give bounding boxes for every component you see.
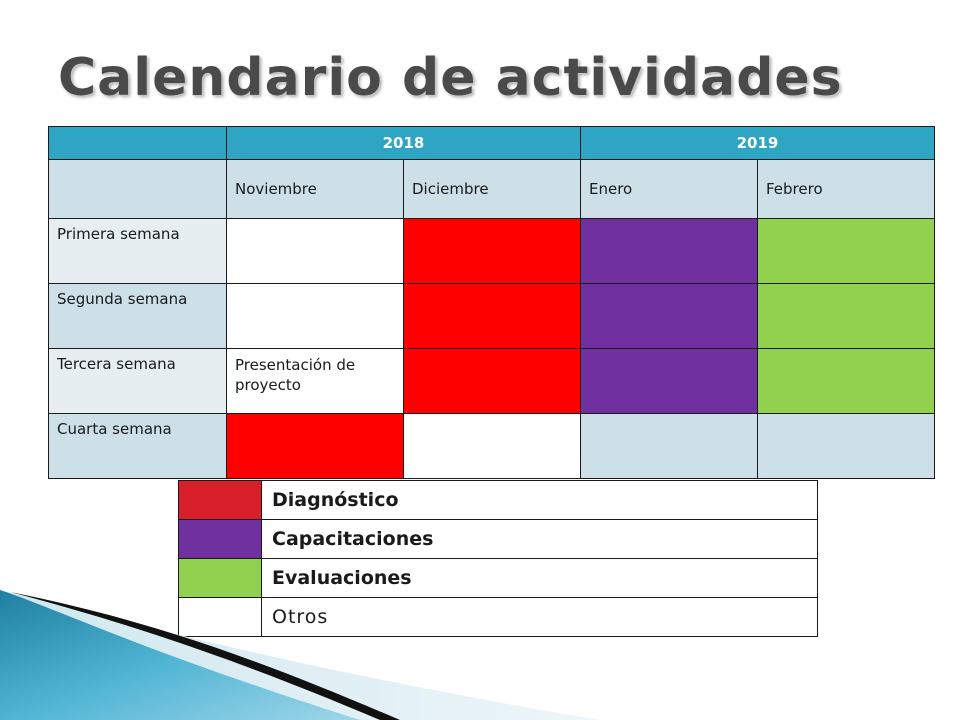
- month-header-row: [49, 160, 935, 219]
- schedule-cell: [404, 284, 581, 349]
- week-label: Cuarta semana: [49, 414, 227, 479]
- year-2018-header: 2018: [227, 127, 581, 160]
- month-corner-cell: [49, 160, 227, 219]
- month-header: Febrero: [758, 160, 935, 219]
- schedule-cell: Presentación de proyecto: [227, 349, 404, 414]
- month-header: Diciembre: [404, 160, 581, 219]
- slide-title: Calendario de actividades: [58, 48, 843, 108]
- schedule-cell: [758, 284, 935, 349]
- week-row: [49, 349, 935, 414]
- year-2019-header: 2019: [581, 127, 935, 160]
- schedule-cell: [581, 349, 758, 414]
- schedule-cell: [758, 414, 935, 479]
- schedule-cell: [581, 414, 758, 479]
- corner-cell: [49, 127, 227, 160]
- week-label: Primera semana: [49, 219, 227, 284]
- week-label: Segunda semana: [49, 284, 227, 349]
- legend-label: Diagnóstico: [262, 481, 818, 520]
- schedule-cell: [227, 284, 404, 349]
- schedule-cell: [404, 349, 581, 414]
- schedule-cell: [581, 284, 758, 349]
- week-row: [49, 414, 935, 479]
- schedule-cell: [581, 219, 758, 284]
- week-row: [49, 284, 935, 349]
- schedule-cell: [758, 349, 935, 414]
- week-row: [49, 219, 935, 284]
- schedule-cell: [758, 219, 935, 284]
- year-header-row: [49, 127, 935, 160]
- legend-swatch: [179, 481, 262, 520]
- legend-row: [179, 481, 818, 520]
- schedule-cell: [404, 414, 581, 479]
- week-label: Tercera semana: [49, 349, 227, 414]
- legend-label: Capacitaciones: [262, 520, 818, 559]
- schedule-table: [48, 126, 935, 479]
- month-header: Enero: [581, 160, 758, 219]
- schedule-cell: [404, 219, 581, 284]
- legend-label: Evaluaciones: [262, 559, 818, 598]
- schedule-cell: [227, 219, 404, 284]
- month-header: Noviembre: [227, 160, 404, 219]
- schedule-cell: [227, 414, 404, 479]
- decorative-swoosh: [0, 590, 960, 720]
- legend-swatch: [179, 520, 262, 559]
- legend-row: [179, 520, 818, 559]
- legend-label: Otros: [262, 598, 818, 637]
